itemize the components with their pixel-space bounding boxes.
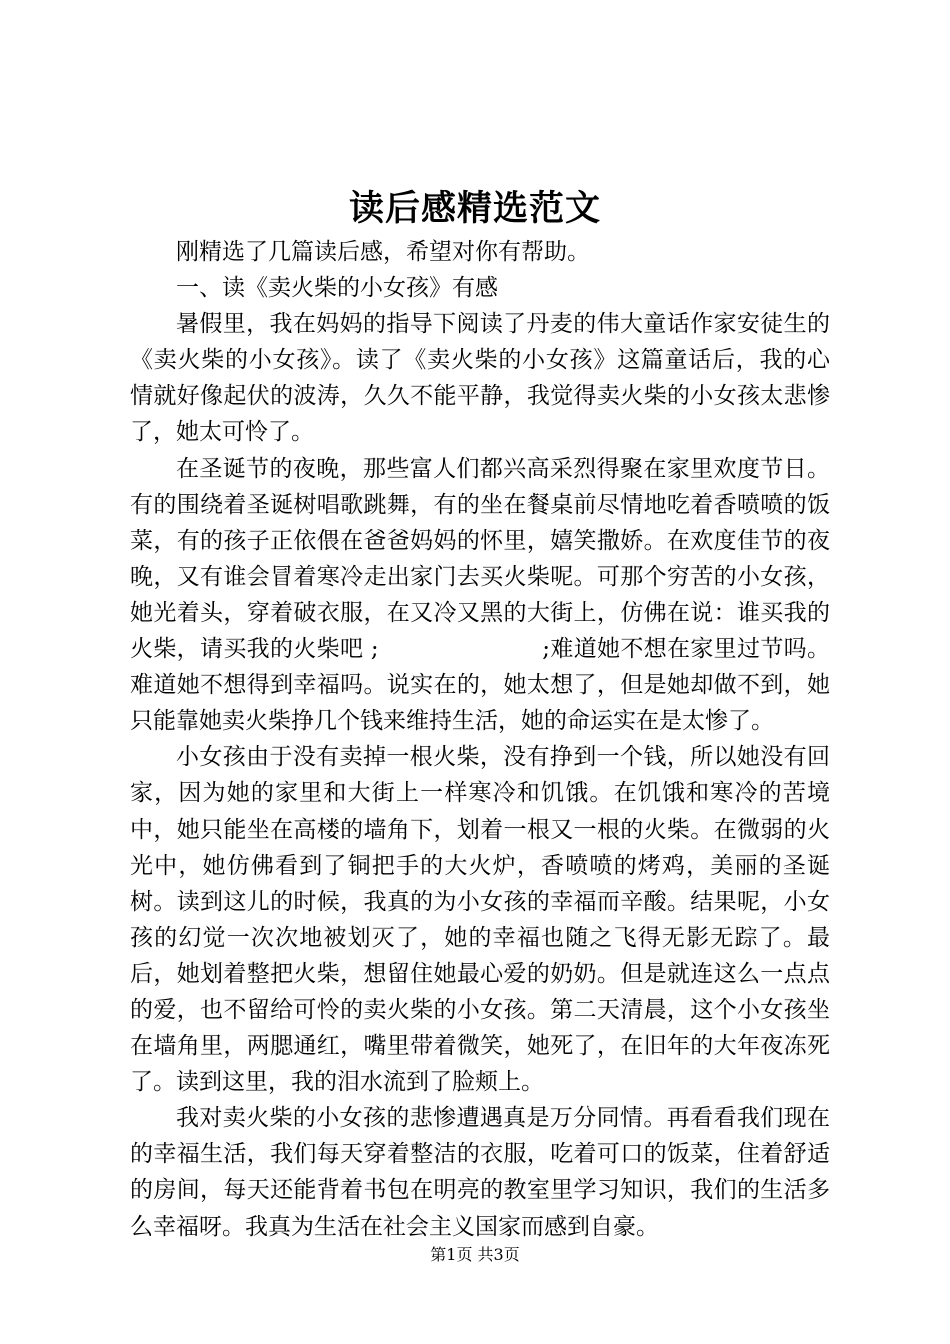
- body-paragraph: 我对卖火柴的小女孩的悲惨遭遇真是万分同情。再看看我们现在的幸福生活，我们每天穿着整洁的衣服，吃着可口的饭菜，住着舒适的房间，每天还能背着书包在明亮的教室里学习知识，我们的生活多么幸福呀。我真为生活在社会主义国家而感到自豪。: [130, 1105, 830, 1240]
- body-paragraph: 在圣诞节的夜晚，那些富人们都兴高采烈得聚在家里欢度节日。有的围绕着圣诞树唱歌跳舞，有的坐在餐桌前尽情地吃着香喷喷的饭菜，有的孩子正依偎在爸爸妈妈的怀里，嬉笑撒娇。在欢度佳节的夜晚，又有谁会冒着寒冷走出家门去买火柴呢。可那个穷苦的小女孩，她光着头，穿着破衣服，在又冷又黑的大街上，仿佛在说：谁买我的火柴，请买我的火柴吧 ; ;难道她不想在家里过节吗。难道她不想得到幸福吗。说实在的，她太想了，但是她却做不到，她只能靠她卖火柴挣几个钱来维持生活，她的命运实在是太惨了。: [130, 455, 830, 735]
- body-paragraph: 小女孩由于没有卖掉一根火柴，没有挣到一个钱，所以她没有回家，因为她的家里和大街上一样寒冷和饥饿。在饥饿和寒冷的苦境中，她只能坐在高楼的墙角下，划着一根又一根的火柴。在微弱的火光中，她仿佛看到了铜把手的大火炉，香喷喷的烤鸡，美丽的圣诞树。读到这儿的时候，我真的为小女孩的幸福而辛酸。结果呢，小女孩的幻觉一次次地被划灭了，她的幸福也随之飞得无影无踪了。最后，她划着整把火柴，想留住她最心爱的奶奶。但是就连这么一点点的爱，也不留给可怜的卖火柴的小女孩。第二天清晨，这个小女孩坐在墙角里，两腮通红，嘴里带着微笑，她死了，在旧年的大年夜冻死了。读到这里，我的泪水流到了脸颊上。: [130, 744, 830, 1096]
- body-paragraph: 暑假里，我在妈妈的指导下阅读了丹麦的伟大童话作家安徒生的《卖火柴的小女孩》。读了《卖火柴的小女孩》这篇童话后，我的心情就好像起伏的波涛，久久不能平静，我觉得卖火柴的小女孩太悲惨了，她太可怜了。: [130, 311, 830, 446]
- page-footer: 第1页 共3页: [430, 1245, 520, 1264]
- section-heading: 一、读《卖火柴的小女孩》有感: [176, 275, 498, 302]
- intro-paragraph: 刚精选了几篇读后感，希望对你有帮助。: [176, 239, 590, 265]
- document-title: 读后感精选范文: [348, 188, 601, 229]
- document-body: [130, 234, 830, 1245]
